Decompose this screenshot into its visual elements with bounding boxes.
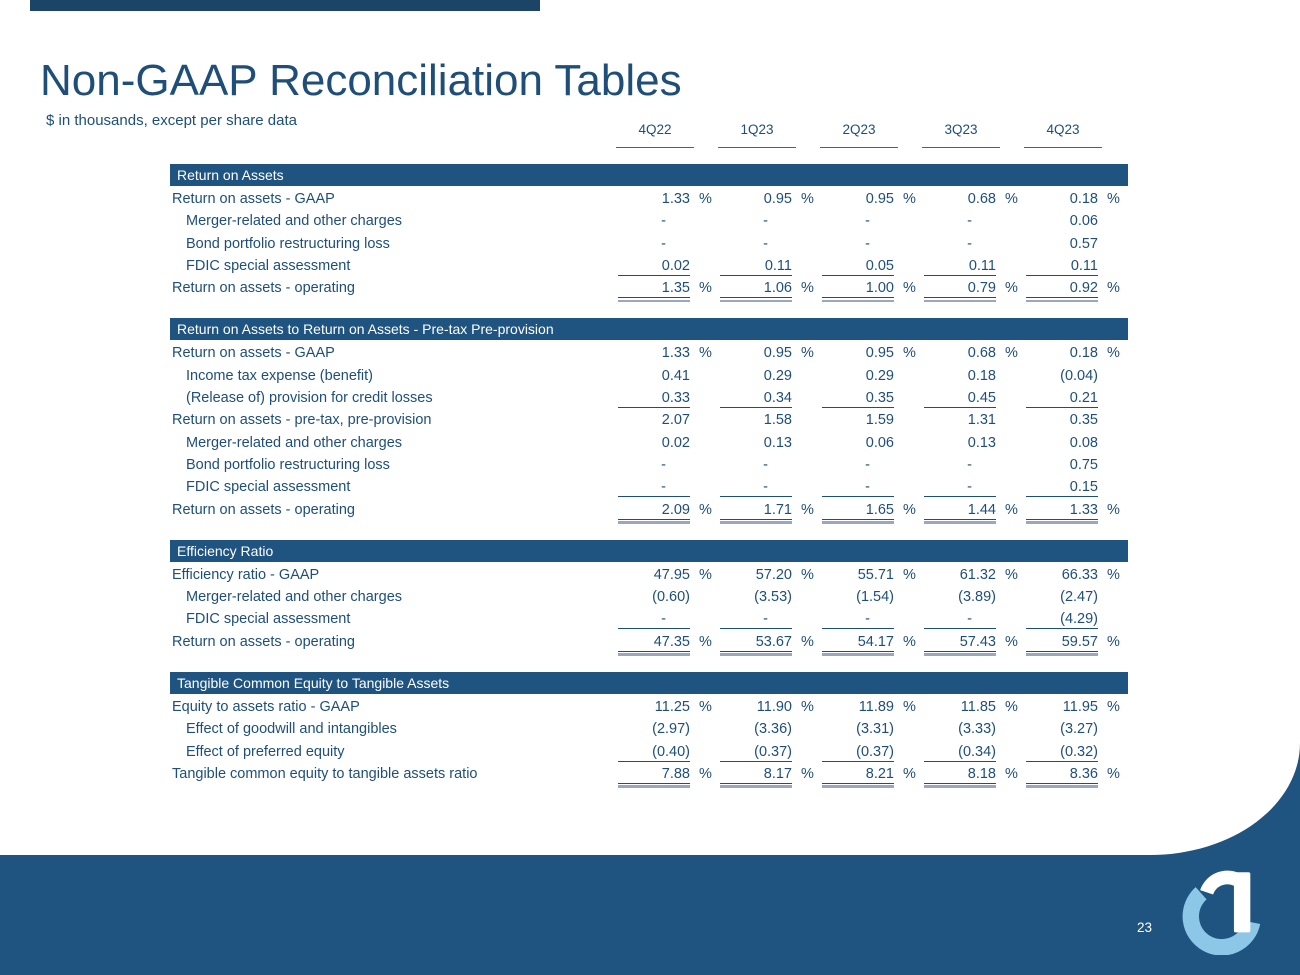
percent-sign bbox=[996, 233, 1026, 255]
percent-sign bbox=[996, 476, 1026, 498]
percent-sign bbox=[690, 432, 720, 454]
percent-sign bbox=[792, 255, 822, 277]
row-label: Return on assets - pre-tax, pre-provision bbox=[172, 412, 432, 429]
top-accent-bar bbox=[30, 0, 540, 11]
cell-value: 2.07 bbox=[661, 412, 690, 429]
cell-value: 11.85 bbox=[960, 699, 996, 716]
cell-value: - bbox=[967, 213, 972, 230]
cell-value: (3.31) bbox=[856, 721, 894, 738]
percent-sign: % bbox=[903, 501, 916, 518]
cell-value: 1.71 bbox=[720, 499, 792, 520]
percent-sign bbox=[996, 255, 1026, 277]
cell-value: (0.40) bbox=[618, 741, 690, 762]
table-row bbox=[170, 454, 1128, 476]
page-number: 23 bbox=[1136, 920, 1152, 935]
cell-value: 66.33 bbox=[1061, 566, 1098, 583]
percent-sign: % bbox=[1005, 280, 1018, 297]
row-label: Equity to assets ratio - GAAP bbox=[172, 699, 360, 716]
table-row bbox=[170, 409, 1128, 431]
row-label: Effect of goodwill and intangibles bbox=[186, 721, 397, 738]
table-row bbox=[170, 342, 1128, 364]
cell-value: 1.44 bbox=[924, 499, 996, 520]
percent-sign: % bbox=[699, 191, 712, 207]
percent-sign bbox=[792, 233, 822, 255]
cell-value: - bbox=[661, 235, 666, 252]
percent-sign: % bbox=[1005, 501, 1018, 518]
cell-value: (3.33) bbox=[958, 721, 996, 738]
cell-value: 1.65 bbox=[822, 499, 894, 520]
section-header: Efficiency Ratio bbox=[170, 540, 1128, 562]
cell-value: 54.17 bbox=[822, 631, 894, 652]
percent-sign bbox=[792, 454, 822, 476]
cell-value: 0.18 bbox=[1069, 191, 1098, 207]
percent-sign: % bbox=[699, 699, 712, 716]
cell-value: 0.41 bbox=[661, 367, 690, 384]
percent-sign: % bbox=[1005, 566, 1018, 583]
cell-value: - bbox=[763, 213, 768, 230]
row-label: Return on assets - operating bbox=[172, 280, 355, 297]
cell-value: 11.90 bbox=[756, 699, 792, 716]
cell-value: 0.75 bbox=[1069, 456, 1098, 473]
row-label: FDIC special assessment bbox=[186, 611, 351, 628]
percent-sign: % bbox=[801, 566, 814, 583]
cell-value: - bbox=[763, 456, 768, 473]
percent-sign: % bbox=[1107, 633, 1120, 650]
row-label: (Release of) provision for credit losses bbox=[186, 390, 433, 407]
table-row bbox=[170, 233, 1128, 255]
cell-value: 0.13 bbox=[967, 434, 996, 451]
table-row bbox=[170, 188, 1128, 210]
table-row bbox=[170, 741, 1128, 763]
percent-sign bbox=[894, 608, 924, 630]
row-label: Bond portfolio restructuring loss bbox=[186, 456, 390, 473]
cell-value: - bbox=[967, 235, 972, 252]
percent-sign bbox=[894, 432, 924, 454]
table-row bbox=[170, 365, 1128, 387]
percent-sign bbox=[690, 476, 720, 498]
footer-curve bbox=[1150, 743, 1300, 855]
quarter-header-spacer bbox=[170, 122, 618, 148]
cell-value: 0.45 bbox=[924, 387, 996, 408]
row-label: Effect of preferred equity bbox=[186, 743, 345, 760]
row-label: Efficiency ratio - GAAP bbox=[172, 566, 320, 583]
cell-value: 0.13 bbox=[763, 434, 792, 451]
cell-value: 0.21 bbox=[1026, 387, 1098, 408]
cell-value: 0.95 bbox=[763, 345, 792, 362]
percent-sign: % bbox=[903, 345, 916, 362]
column-header-3q23: 3Q23 bbox=[922, 122, 1000, 148]
cell-value: 0.33 bbox=[618, 387, 690, 408]
quarter-header-row bbox=[170, 122, 1128, 148]
percent-sign bbox=[894, 255, 924, 277]
cell-value: (2.47) bbox=[1060, 589, 1098, 606]
percent-sign: % bbox=[801, 345, 814, 362]
percent-sign bbox=[894, 454, 924, 476]
section-header: Return on Assets to Return on Assets - Pre-tax Pre-provision bbox=[170, 318, 1128, 340]
percent-sign bbox=[996, 608, 1026, 630]
table-row bbox=[170, 499, 1128, 521]
percent-sign: % bbox=[1005, 345, 1018, 362]
column-header-4q23: 4Q23 bbox=[1024, 122, 1102, 148]
cell-value: 47.35 bbox=[618, 631, 690, 652]
cell-value: 0.02 bbox=[661, 434, 690, 451]
table-row bbox=[170, 255, 1128, 277]
cell-value: 7.88 bbox=[618, 763, 690, 784]
cell-value: 0.18 bbox=[967, 367, 996, 384]
cell-value: 0.15 bbox=[1026, 476, 1098, 497]
cell-value: - bbox=[763, 235, 768, 252]
cell-value: - bbox=[865, 235, 870, 252]
row-label: Merger-related and other charges bbox=[186, 589, 403, 606]
cell-value: - bbox=[618, 608, 690, 629]
cell-value: 0.35 bbox=[822, 387, 894, 408]
cell-value: 0.29 bbox=[763, 367, 792, 384]
percent-sign bbox=[690, 255, 720, 277]
table-section bbox=[170, 318, 1128, 520]
cell-value: - bbox=[865, 213, 870, 230]
percent-sign bbox=[1098, 476, 1128, 498]
percent-sign: % bbox=[903, 191, 916, 207]
percent-sign: % bbox=[1107, 280, 1120, 297]
cell-value: 0.06 bbox=[865, 434, 894, 451]
cell-value: (0.37) bbox=[720, 741, 792, 762]
cell-value: 1.35 bbox=[618, 277, 690, 298]
cell-value: - bbox=[924, 608, 996, 629]
row-label: Return on assets - operating bbox=[172, 633, 355, 650]
percent-sign: % bbox=[801, 280, 814, 297]
percent-sign bbox=[894, 387, 924, 409]
row-label: Tangible common equity to tangible assets ratio bbox=[172, 765, 478, 782]
row-label: FDIC special assessment bbox=[186, 479, 351, 496]
cell-value: 0.79 bbox=[924, 277, 996, 298]
percent-sign bbox=[792, 365, 822, 387]
row-label: Income tax expense (benefit) bbox=[186, 367, 373, 384]
cell-value: 0.34 bbox=[720, 387, 792, 408]
percent-sign bbox=[792, 608, 822, 630]
tables bbox=[170, 164, 1128, 804]
cell-value: - bbox=[924, 476, 996, 497]
percent-sign bbox=[690, 210, 720, 232]
cell-value: 1.31 bbox=[967, 412, 996, 429]
cell-value: 8.17 bbox=[720, 763, 792, 784]
cell-value: (0.60) bbox=[652, 589, 690, 606]
percent-sign bbox=[792, 210, 822, 232]
cell-value: (3.36) bbox=[754, 721, 792, 738]
cell-value: (4.29) bbox=[1026, 608, 1098, 629]
percent-sign: % bbox=[801, 191, 814, 207]
table-section bbox=[170, 672, 1128, 785]
percent-sign: % bbox=[1107, 699, 1120, 716]
cell-value: (2.97) bbox=[652, 721, 690, 738]
cell-value: 0.11 bbox=[720, 255, 792, 276]
percent-sign bbox=[792, 409, 822, 431]
cell-value: 0.95 bbox=[763, 191, 792, 207]
section-header: Return on Assets bbox=[170, 164, 1128, 186]
percent-sign: % bbox=[801, 501, 814, 518]
table-section bbox=[170, 540, 1128, 653]
row-label: Return on assets - operating bbox=[172, 501, 355, 518]
cell-value: 1.33 bbox=[661, 345, 690, 362]
cell-value: - bbox=[720, 476, 792, 497]
cell-value: 1.33 bbox=[661, 191, 690, 207]
cell-value: 8.21 bbox=[822, 763, 894, 784]
cell-value: 0.68 bbox=[967, 191, 996, 207]
cell-value: - bbox=[661, 456, 666, 473]
cell-value: - bbox=[618, 476, 690, 497]
cell-value: 2.09 bbox=[618, 499, 690, 520]
cell-value: 57.43 bbox=[924, 631, 996, 652]
row-label: Bond portfolio restructuring loss bbox=[186, 235, 390, 252]
row-label: Merger-related and other charges bbox=[186, 213, 403, 230]
table-row bbox=[170, 210, 1128, 232]
percent-sign: % bbox=[801, 765, 814, 782]
table-row bbox=[170, 432, 1128, 454]
percent-sign bbox=[894, 409, 924, 431]
percent-sign bbox=[894, 210, 924, 232]
company-logo-icon bbox=[1182, 867, 1264, 955]
percent-sign bbox=[996, 210, 1026, 232]
percent-sign bbox=[690, 409, 720, 431]
percent-sign bbox=[792, 432, 822, 454]
row-label: Merger-related and other charges bbox=[186, 434, 403, 451]
percent-sign bbox=[1098, 255, 1128, 277]
percent-sign: % bbox=[699, 633, 712, 650]
percent-sign bbox=[894, 476, 924, 498]
row-label: FDIC special assessment bbox=[186, 257, 351, 274]
percent-sign bbox=[996, 409, 1026, 431]
table-row bbox=[170, 696, 1128, 718]
cell-value: 0.05 bbox=[822, 255, 894, 276]
percent-sign: % bbox=[903, 765, 916, 782]
percent-sign bbox=[996, 454, 1026, 476]
cell-value: - bbox=[967, 456, 972, 473]
cell-value: 1.33 bbox=[1026, 499, 1098, 520]
table-row bbox=[170, 608, 1128, 630]
cell-value: 47.95 bbox=[653, 566, 690, 583]
percent-sign bbox=[996, 365, 1026, 387]
cell-value: 0.18 bbox=[1069, 345, 1098, 362]
percent-sign bbox=[996, 432, 1026, 454]
cell-value: 1.58 bbox=[763, 412, 792, 429]
cell-value: (3.27) bbox=[1060, 721, 1098, 738]
table-row bbox=[170, 763, 1128, 785]
cell-value: (1.54) bbox=[856, 589, 894, 606]
percent-sign: % bbox=[1107, 765, 1120, 782]
column-header-4q22: 4Q22 bbox=[616, 122, 694, 148]
cell-value: 8.36 bbox=[1026, 763, 1098, 784]
cell-value: 0.11 bbox=[1026, 255, 1098, 276]
percent-sign bbox=[1098, 432, 1128, 454]
percent-sign: % bbox=[1005, 633, 1018, 650]
cell-value: 0.11 bbox=[924, 255, 996, 276]
table-row bbox=[170, 387, 1128, 409]
percent-sign: % bbox=[1005, 765, 1018, 782]
cell-value: 0.92 bbox=[1026, 277, 1098, 298]
percent-sign: % bbox=[1107, 566, 1120, 583]
table-section bbox=[170, 164, 1128, 299]
cell-value: 53.67 bbox=[720, 631, 792, 652]
cell-value: 1.06 bbox=[720, 277, 792, 298]
table-row bbox=[170, 586, 1128, 608]
cell-value: (3.89) bbox=[958, 589, 996, 606]
percent-sign bbox=[690, 387, 720, 409]
table-row bbox=[170, 476, 1128, 498]
row-label: Return on assets - GAAP bbox=[172, 345, 335, 362]
column-header-2q23: 2Q23 bbox=[820, 122, 898, 148]
cell-value: - bbox=[661, 213, 666, 230]
percent-sign: % bbox=[903, 633, 916, 650]
cell-value: 0.29 bbox=[865, 367, 894, 384]
cell-value: 11.25 bbox=[654, 699, 690, 716]
cell-value: 0.68 bbox=[967, 345, 996, 362]
cell-value: 57.20 bbox=[755, 566, 792, 583]
percent-sign: % bbox=[801, 699, 814, 716]
cell-value: 0.06 bbox=[1069, 213, 1098, 230]
cell-value: - bbox=[822, 476, 894, 497]
percent-sign bbox=[1098, 387, 1128, 409]
cell-value: 55.71 bbox=[857, 566, 894, 583]
cell-value: 59.57 bbox=[1026, 631, 1098, 652]
percent-sign bbox=[996, 387, 1026, 409]
cell-value: - bbox=[865, 456, 870, 473]
cell-value: (0.37) bbox=[822, 741, 894, 762]
cell-value: - bbox=[822, 608, 894, 629]
percent-sign bbox=[690, 365, 720, 387]
cell-value: 0.35 bbox=[1069, 412, 1098, 429]
cell-value: - bbox=[720, 608, 792, 629]
cell-value: 0.95 bbox=[865, 191, 894, 207]
percent-sign: % bbox=[699, 566, 712, 583]
percent-sign: % bbox=[699, 501, 712, 518]
percent-sign bbox=[792, 476, 822, 498]
column-header-1q23: 1Q23 bbox=[718, 122, 796, 148]
percent-sign: % bbox=[1107, 191, 1120, 207]
cell-value: 0.95 bbox=[865, 345, 894, 362]
table-row bbox=[170, 564, 1128, 586]
percent-sign bbox=[1098, 210, 1128, 232]
cell-value: 0.02 bbox=[618, 255, 690, 276]
percent-sign: % bbox=[801, 633, 814, 650]
cell-value: (0.34) bbox=[924, 741, 996, 762]
row-label: Return on assets - GAAP bbox=[172, 191, 335, 207]
percent-sign: % bbox=[1107, 345, 1120, 362]
percent-sign bbox=[690, 454, 720, 476]
percent-sign bbox=[894, 233, 924, 255]
percent-sign: % bbox=[1005, 699, 1018, 716]
cell-value: (3.53) bbox=[754, 589, 792, 606]
percent-sign bbox=[792, 387, 822, 409]
table-row bbox=[170, 277, 1128, 299]
table-row bbox=[170, 718, 1128, 740]
percent-sign bbox=[1098, 233, 1128, 255]
page-subtitle: $ in thousands, except per share data bbox=[46, 112, 298, 129]
cell-value: 0.57 bbox=[1069, 235, 1098, 252]
cell-value: 1.59 bbox=[865, 412, 894, 429]
section-header: Tangible Common Equity to Tangible Assets bbox=[170, 672, 1128, 694]
percent-sign: % bbox=[903, 566, 916, 583]
percent-sign bbox=[690, 233, 720, 255]
percent-sign: % bbox=[903, 280, 916, 297]
percent-sign bbox=[1098, 454, 1128, 476]
cell-value: 11.89 bbox=[858, 699, 894, 716]
page-title: Non-GAAP Reconciliation Tables bbox=[40, 56, 682, 105]
table-row bbox=[170, 631, 1128, 653]
cell-value: 1.00 bbox=[822, 277, 894, 298]
footer-band bbox=[0, 855, 1300, 975]
percent-sign: % bbox=[699, 765, 712, 782]
cell-value: 61.32 bbox=[959, 566, 996, 583]
cell-value: 0.08 bbox=[1069, 434, 1098, 451]
percent-sign: % bbox=[699, 280, 712, 297]
cell-value: 8.18 bbox=[924, 763, 996, 784]
percent-sign: % bbox=[1005, 191, 1018, 207]
percent-sign: % bbox=[699, 345, 712, 362]
cell-value: (0.04) bbox=[1060, 367, 1098, 384]
cell-value: 11.95 bbox=[1062, 699, 1098, 716]
cell-value: (0.32) bbox=[1026, 741, 1098, 762]
percent-sign bbox=[894, 365, 924, 387]
percent-sign bbox=[690, 608, 720, 630]
percent-sign: % bbox=[1107, 501, 1120, 518]
percent-sign: % bbox=[903, 699, 916, 716]
percent-sign bbox=[1098, 409, 1128, 431]
